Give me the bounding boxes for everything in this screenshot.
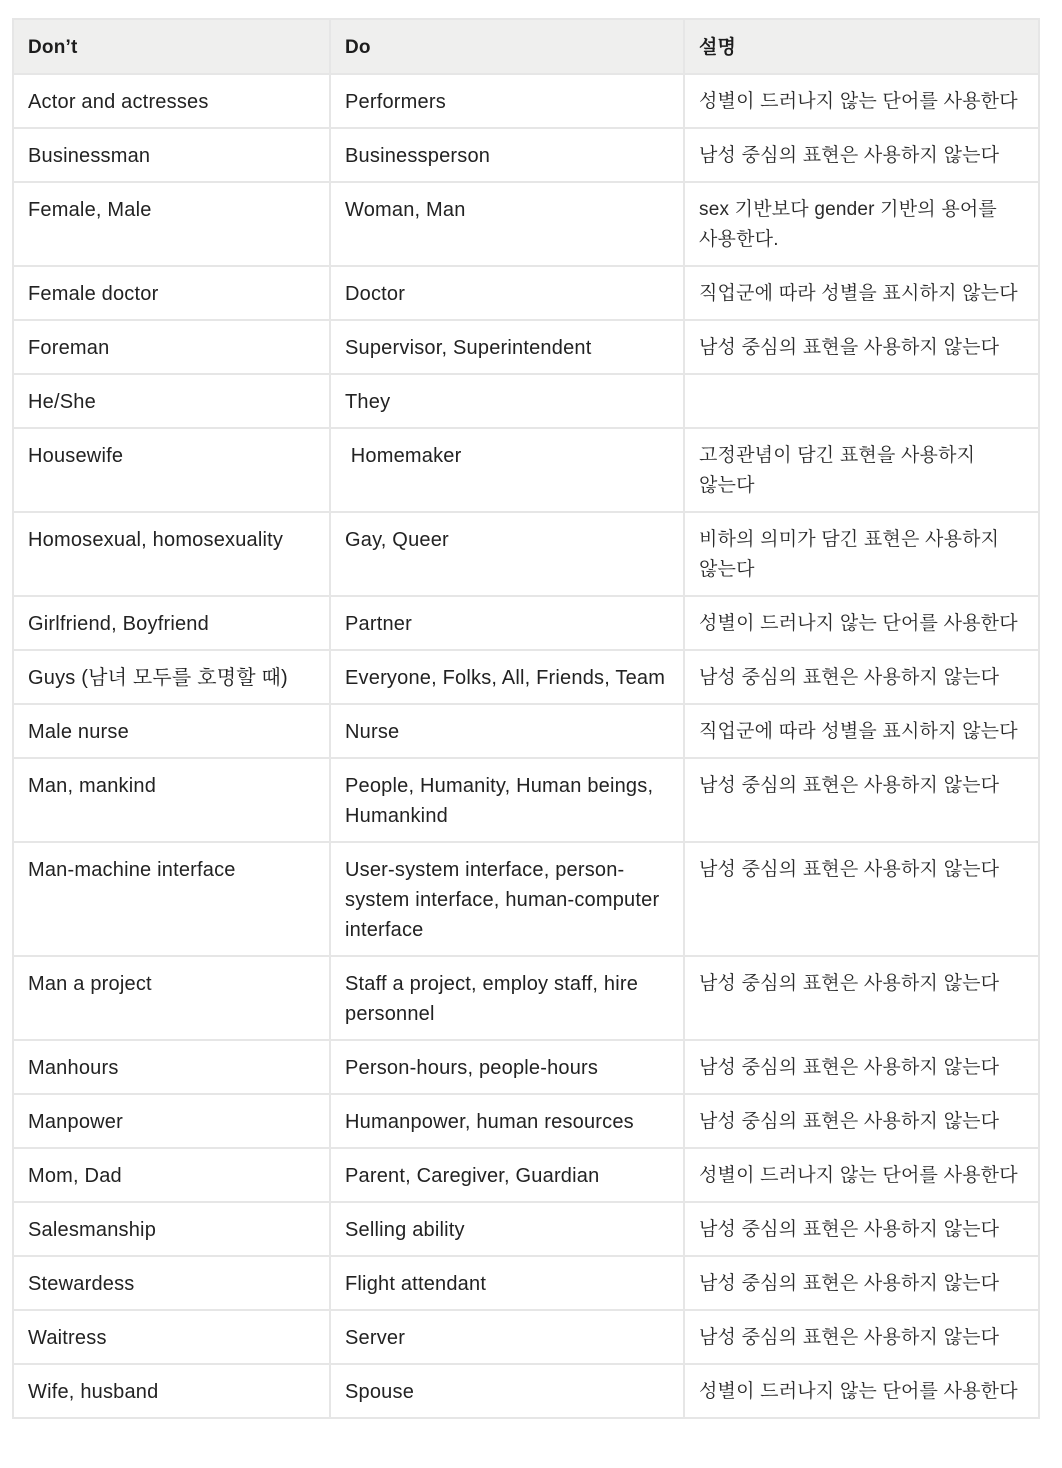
cell-do: Businessperson xyxy=(330,128,684,182)
table-row xyxy=(13,1202,1039,1256)
cell-description: 남성 중심의 표현은 사용하지 않는다 xyxy=(684,1094,1039,1148)
cell-do: Partner xyxy=(330,596,684,650)
cell-description: 직업군에 따라 성별을 표시하지 않는다 xyxy=(684,704,1039,758)
cell-description: 남성 중심의 표현은 사용하지 않는다 xyxy=(684,1202,1039,1256)
cell-do: Supervisor, Superintendent xyxy=(330,320,684,374)
cell-do: User-system interface, person-system interface, human-computer interface xyxy=(330,842,684,956)
cell-do: Server xyxy=(330,1310,684,1364)
cell-dont: Housewife xyxy=(13,428,330,512)
table-row xyxy=(13,1310,1039,1364)
cell-description: 비하의 의미가 담긴 표현은 사용하지 않는다 xyxy=(684,512,1039,596)
cell-do: Performers xyxy=(330,74,684,128)
cell-do: Everyone, Folks, All, Friends, Team xyxy=(330,650,684,704)
cell-description: 남성 중심의 표현은 사용하지 않는다 xyxy=(684,842,1039,956)
cell-description: 남성 중심의 표현은 사용하지 않는다 xyxy=(684,128,1039,182)
cell-description: 남성 중심의 표현을 사용하지 않는다 xyxy=(684,320,1039,374)
header-do: Do xyxy=(330,19,684,74)
cell-dont: Foreman xyxy=(13,320,330,374)
cell-description: 고정관념이 담긴 표현을 사용하지 않는다 xyxy=(684,428,1039,512)
cell-description: 성별이 드러나지 않는 단어를 사용한다 xyxy=(684,1148,1039,1202)
cell-dont: He/She xyxy=(13,374,330,428)
cell-dont: Businessman xyxy=(13,128,330,182)
cell-do: Humanpower, human resources xyxy=(330,1094,684,1148)
cell-description: 성별이 드러나지 않는 단어를 사용한다 xyxy=(684,1364,1039,1418)
cell-description: 직업군에 따라 성별을 표시하지 않는다 xyxy=(684,266,1039,320)
cell-dont: Man-machine interface xyxy=(13,842,330,956)
cell-description: 남성 중심의 표현은 사용하지 않는다 xyxy=(684,1256,1039,1310)
cell-dont: Manpower xyxy=(13,1094,330,1148)
cell-dont: Mom, Dad xyxy=(13,1148,330,1202)
table-row xyxy=(13,704,1039,758)
table-row xyxy=(13,842,1039,956)
cell-dont: Waitress xyxy=(13,1310,330,1364)
cell-do: They xyxy=(330,374,684,428)
cell-description: 성별이 드러나지 않는 단어를 사용한다 xyxy=(684,596,1039,650)
cell-do: Flight attendant xyxy=(330,1256,684,1310)
cell-do: Spouse xyxy=(330,1364,684,1418)
cell-description xyxy=(684,374,1039,428)
cell-do: Woman, Man xyxy=(330,182,684,266)
cell-description: 남성 중심의 표현은 사용하지 않는다 xyxy=(684,1040,1039,1094)
table-row xyxy=(13,1040,1039,1094)
cell-do: Selling ability xyxy=(330,1202,684,1256)
cell-do: Nurse xyxy=(330,704,684,758)
inclusive-language-table-container xyxy=(12,18,1038,1419)
cell-dont: Man, mankind xyxy=(13,758,330,842)
table-row xyxy=(13,266,1039,320)
table-header xyxy=(13,19,1039,74)
header-row xyxy=(13,19,1039,74)
cell-dont: Stewardess xyxy=(13,1256,330,1310)
cell-dont: Man a project xyxy=(13,956,330,1040)
cell-dont: Salesmanship xyxy=(13,1202,330,1256)
table-row xyxy=(13,512,1039,596)
table-row xyxy=(13,956,1039,1040)
cell-dont: Girlfriend, Boyfriend xyxy=(13,596,330,650)
table-row xyxy=(13,182,1039,266)
table-row xyxy=(13,74,1039,128)
cell-dont: Wife, husband xyxy=(13,1364,330,1418)
table-row xyxy=(13,1256,1039,1310)
cell-do: Parent, Caregiver, Guardian xyxy=(330,1148,684,1202)
cell-dont: Actor and actresses xyxy=(13,74,330,128)
table-row xyxy=(13,1364,1039,1418)
cell-dont: Female doctor xyxy=(13,266,330,320)
header-dont: Don’t xyxy=(13,19,330,74)
cell-dont: Male nurse xyxy=(13,704,330,758)
cell-do: Gay, Queer xyxy=(330,512,684,596)
table-row xyxy=(13,650,1039,704)
cell-do: Homemaker xyxy=(330,428,684,512)
table-row xyxy=(13,128,1039,182)
cell-do: Person-hours, people-hours xyxy=(330,1040,684,1094)
cell-description: sex 기반보다 gender 기반의 용어를 사용한다. xyxy=(684,182,1039,266)
table-row xyxy=(13,1148,1039,1202)
cell-description: 남성 중심의 표현은 사용하지 않는다 xyxy=(684,758,1039,842)
table-row xyxy=(13,428,1039,512)
cell-dont: Manhours xyxy=(13,1040,330,1094)
cell-description: 남성 중심의 표현은 사용하지 않는다 xyxy=(684,650,1039,704)
cell-dont: Homosexual, homosexuality xyxy=(13,512,330,596)
cell-dont: Guys (남녀 모두를 호명할 때) xyxy=(13,650,330,704)
table-row xyxy=(13,758,1039,842)
cell-dont: Female, Male xyxy=(13,182,330,266)
table-row xyxy=(13,1094,1039,1148)
cell-description: 남성 중심의 표현은 사용하지 않는다 xyxy=(684,1310,1039,1364)
cell-do: People, Humanity, Human beings, Humankind xyxy=(330,758,684,842)
table-row xyxy=(13,320,1039,374)
cell-do: Doctor xyxy=(330,266,684,320)
cell-do: Staff a project, employ staff, hire personnel xyxy=(330,956,684,1040)
cell-description: 남성 중심의 표현은 사용하지 않는다 xyxy=(684,956,1039,1040)
inclusive-language-table xyxy=(12,18,1040,1419)
cell-description: 성별이 드러나지 않는 단어를 사용한다 xyxy=(684,74,1039,128)
table-row xyxy=(13,596,1039,650)
table-body xyxy=(13,74,1039,1418)
header-description: 설명 xyxy=(684,19,1039,74)
table-row xyxy=(13,374,1039,428)
